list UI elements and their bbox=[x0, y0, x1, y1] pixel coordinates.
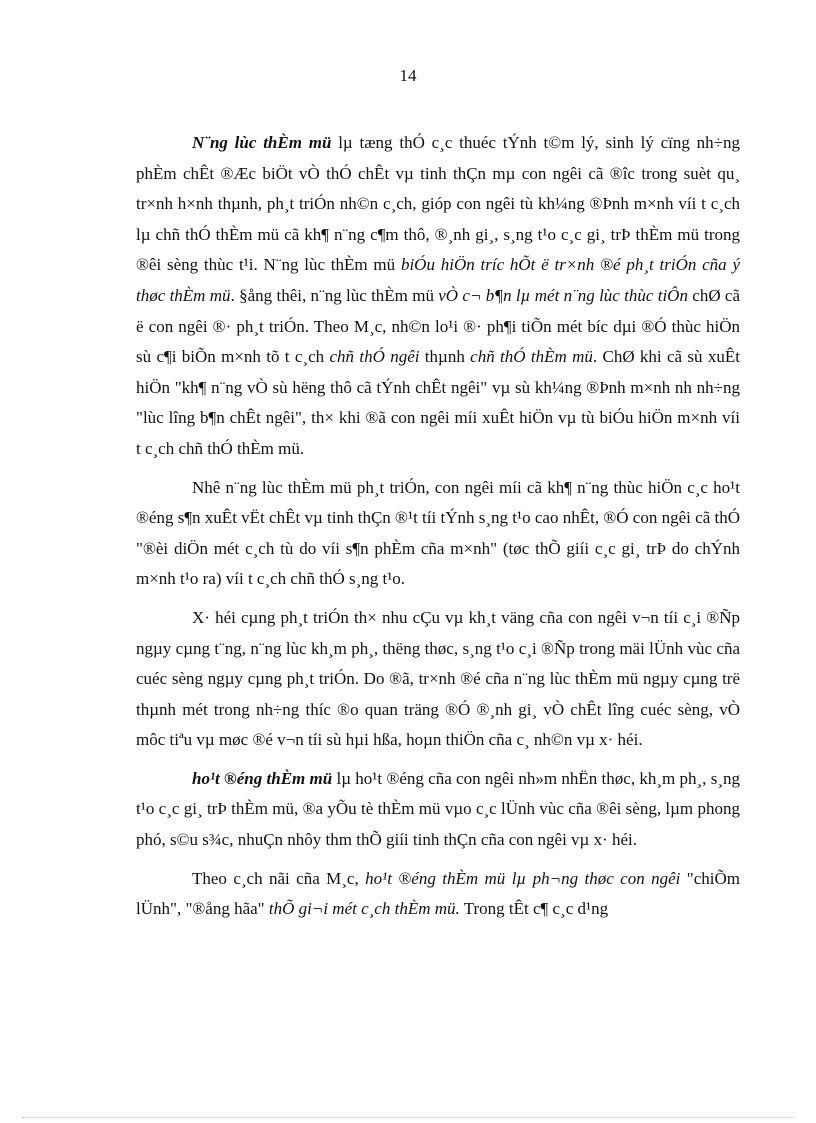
text-segment: "chiÕm lÜnh", "®ång hãa" bbox=[136, 868, 741, 919]
paragraph-1 bbox=[136, 128, 740, 465]
paragraph-5 bbox=[136, 864, 740, 925]
italic-segment: thÕ gi¬i mét c¸ch thÈm mü. bbox=[268, 899, 460, 919]
text-segment: Trong tÊt c¶ c¸c d¹ng bbox=[459, 899, 609, 919]
text-segment: X· héi cµng ph¸t triÓn th× nhu cÇu vµ kh¸t väng cña con ngêi v¬n tíi c¸i ®Ñp ngµy cµng t¨ng, n¨ng lùc kh¸m ph¸, thëng thøc, s¸ng t¹o c¸i ®Ñp trong mäi lÜnh vùc cña cuéc sèng ngµy cµng ph¸t triÓn. Do ®ã, tr×nh ®é cña n¨ng lùc thÈm mü ngµy cµng trë thµnh mét trong nh÷ng thíc ®o quan träng ®Ó ®¸nh gi¸ vÒ chÊt lîng cuéc sèng, vÒ môc tiªu vµ møc ®é v¬n tíi sù hµi hßa, hoµn thiÖn cña c¸ nh©n vµ x· héi. bbox=[136, 607, 740, 750]
italic-segment: biÓu hiÖn tríc hÕt ë tr×nh ®é ph¸t triÓn cña ý thøc thÈm mü bbox=[136, 255, 740, 305]
text-segment: thµnh bbox=[419, 347, 471, 367]
page-number: 14 bbox=[399, 66, 417, 85]
text-segment: Theo c¸ch nãi cña M¸c, bbox=[192, 868, 366, 888]
italic-segment: vÒ c¬ b¶n lµ mét n¨ng lùc thùc tiÔn bbox=[438, 285, 688, 305]
italic-segment: ho¹t ®éng thÈm mü lµ ph¬ng thøc con ngêi bbox=[365, 868, 681, 888]
term-nang-luc-tham-my: N¨ng lùc thÈm mü bbox=[192, 133, 332, 152]
body-text bbox=[136, 128, 740, 925]
text-segment: lµ tæng thÓ c¸c thuéc tÝnh t©m lý, sinh lý cïng nh÷ng phÈm chÊt ®Æc biÖt vÒ thÓ chÊt vµ tinh thÇn mµ con ngêi cã ®îc trong suèt qu¸ tr×nh h×nh thµnh, ph¸t triÓn nh©n c¸ch, gióp con ngêi tù kh¼ng ®Þnh m×nh víi t c¸ch lµ chñ thÓ thÈm mü cã kh¶ n¨ng c¶m thô, ®¸nh gi¸, s¸ng t¹o c¸c gi¸ trÞ thÈm mü trong ®êi sèng thùc t¹i. N¨ng lùc thÈm mü bbox=[136, 133, 740, 275]
text-segment: . §ång thêi, n¨ng lùc thÈm mü bbox=[230, 285, 439, 305]
text-segment: . ChØ khi cã sù xuÊt hiÖn "kh¶ n¨ng vÒ sù hëng thô cã tÝnh chÊt ngêi" vµ sù kh¼ng ®Þnh m×nh nh nh÷ng "lùc lîng b¶n chÊt ngêi", th× khi ®ã con ngêi míi xuÊt hiÖn vµ tù biÓu hiÖn m×nh víi t c¸ch chñ thÓ thÈm mü. bbox=[136, 347, 740, 458]
text-segment: lµ ho¹t ®éng cña con ngêi nh»m nhËn thøc, kh¸m ph¸, s¸ng t¹o c¸c gi¸ trÞ thÈm mü, ®a yÕu tè thÈm mü vµo c¸c lÜnh vùc cña ®êi sèng, lµm phong phó, s©u s¾c, nhuÇn nhôy thm thÕ giíi tinh thÇn cña con ngêi vµ x· héi. bbox=[136, 768, 740, 850]
footer-divider bbox=[22, 1117, 794, 1118]
italic-segment: chñ thÓ thÈm mü bbox=[470, 347, 593, 367]
paragraph-3 bbox=[136, 603, 740, 756]
term-hoat-dong-tham-my: ho¹t ®éng thÈm mü bbox=[192, 768, 333, 788]
italic-segment: chñ thÓ ngêi bbox=[329, 347, 420, 367]
text-segment: chØ cã ë con ngêi ®· ph¸t triÓn. Theo M¸c, nh©n lo¹i ®· ph¶i tiÕn mét bíc dµi ®Ó thùc hiÖn sù c¶i biÕn m×nh tõ t c¸ch bbox=[136, 285, 741, 367]
paragraph-2 bbox=[136, 473, 740, 595]
paragraph-4 bbox=[136, 764, 740, 856]
text-segment: Nhê n¨ng lùc thÈm mü ph¸t triÓn, con ngêi míi cã kh¶ n¨ng thùc hiÖn c¸c ho¹t ®éng s¶n xuÊt vËt chÊt vµ tinh thÇn ®¹t tíi tÝnh s¸ng t¹o cao nhÊt, ®Ó con ngêi cã thÓ "®èi diÖn mét c¸ch tù do víi s¶n phÈm cña m×nh" (tøc thÕ giíi c¸c gi¸ trÞ do chÝnh m×nh t¹o ra) víi t c¸ch chñ thÓ s¸ng t¹o. bbox=[136, 477, 740, 589]
